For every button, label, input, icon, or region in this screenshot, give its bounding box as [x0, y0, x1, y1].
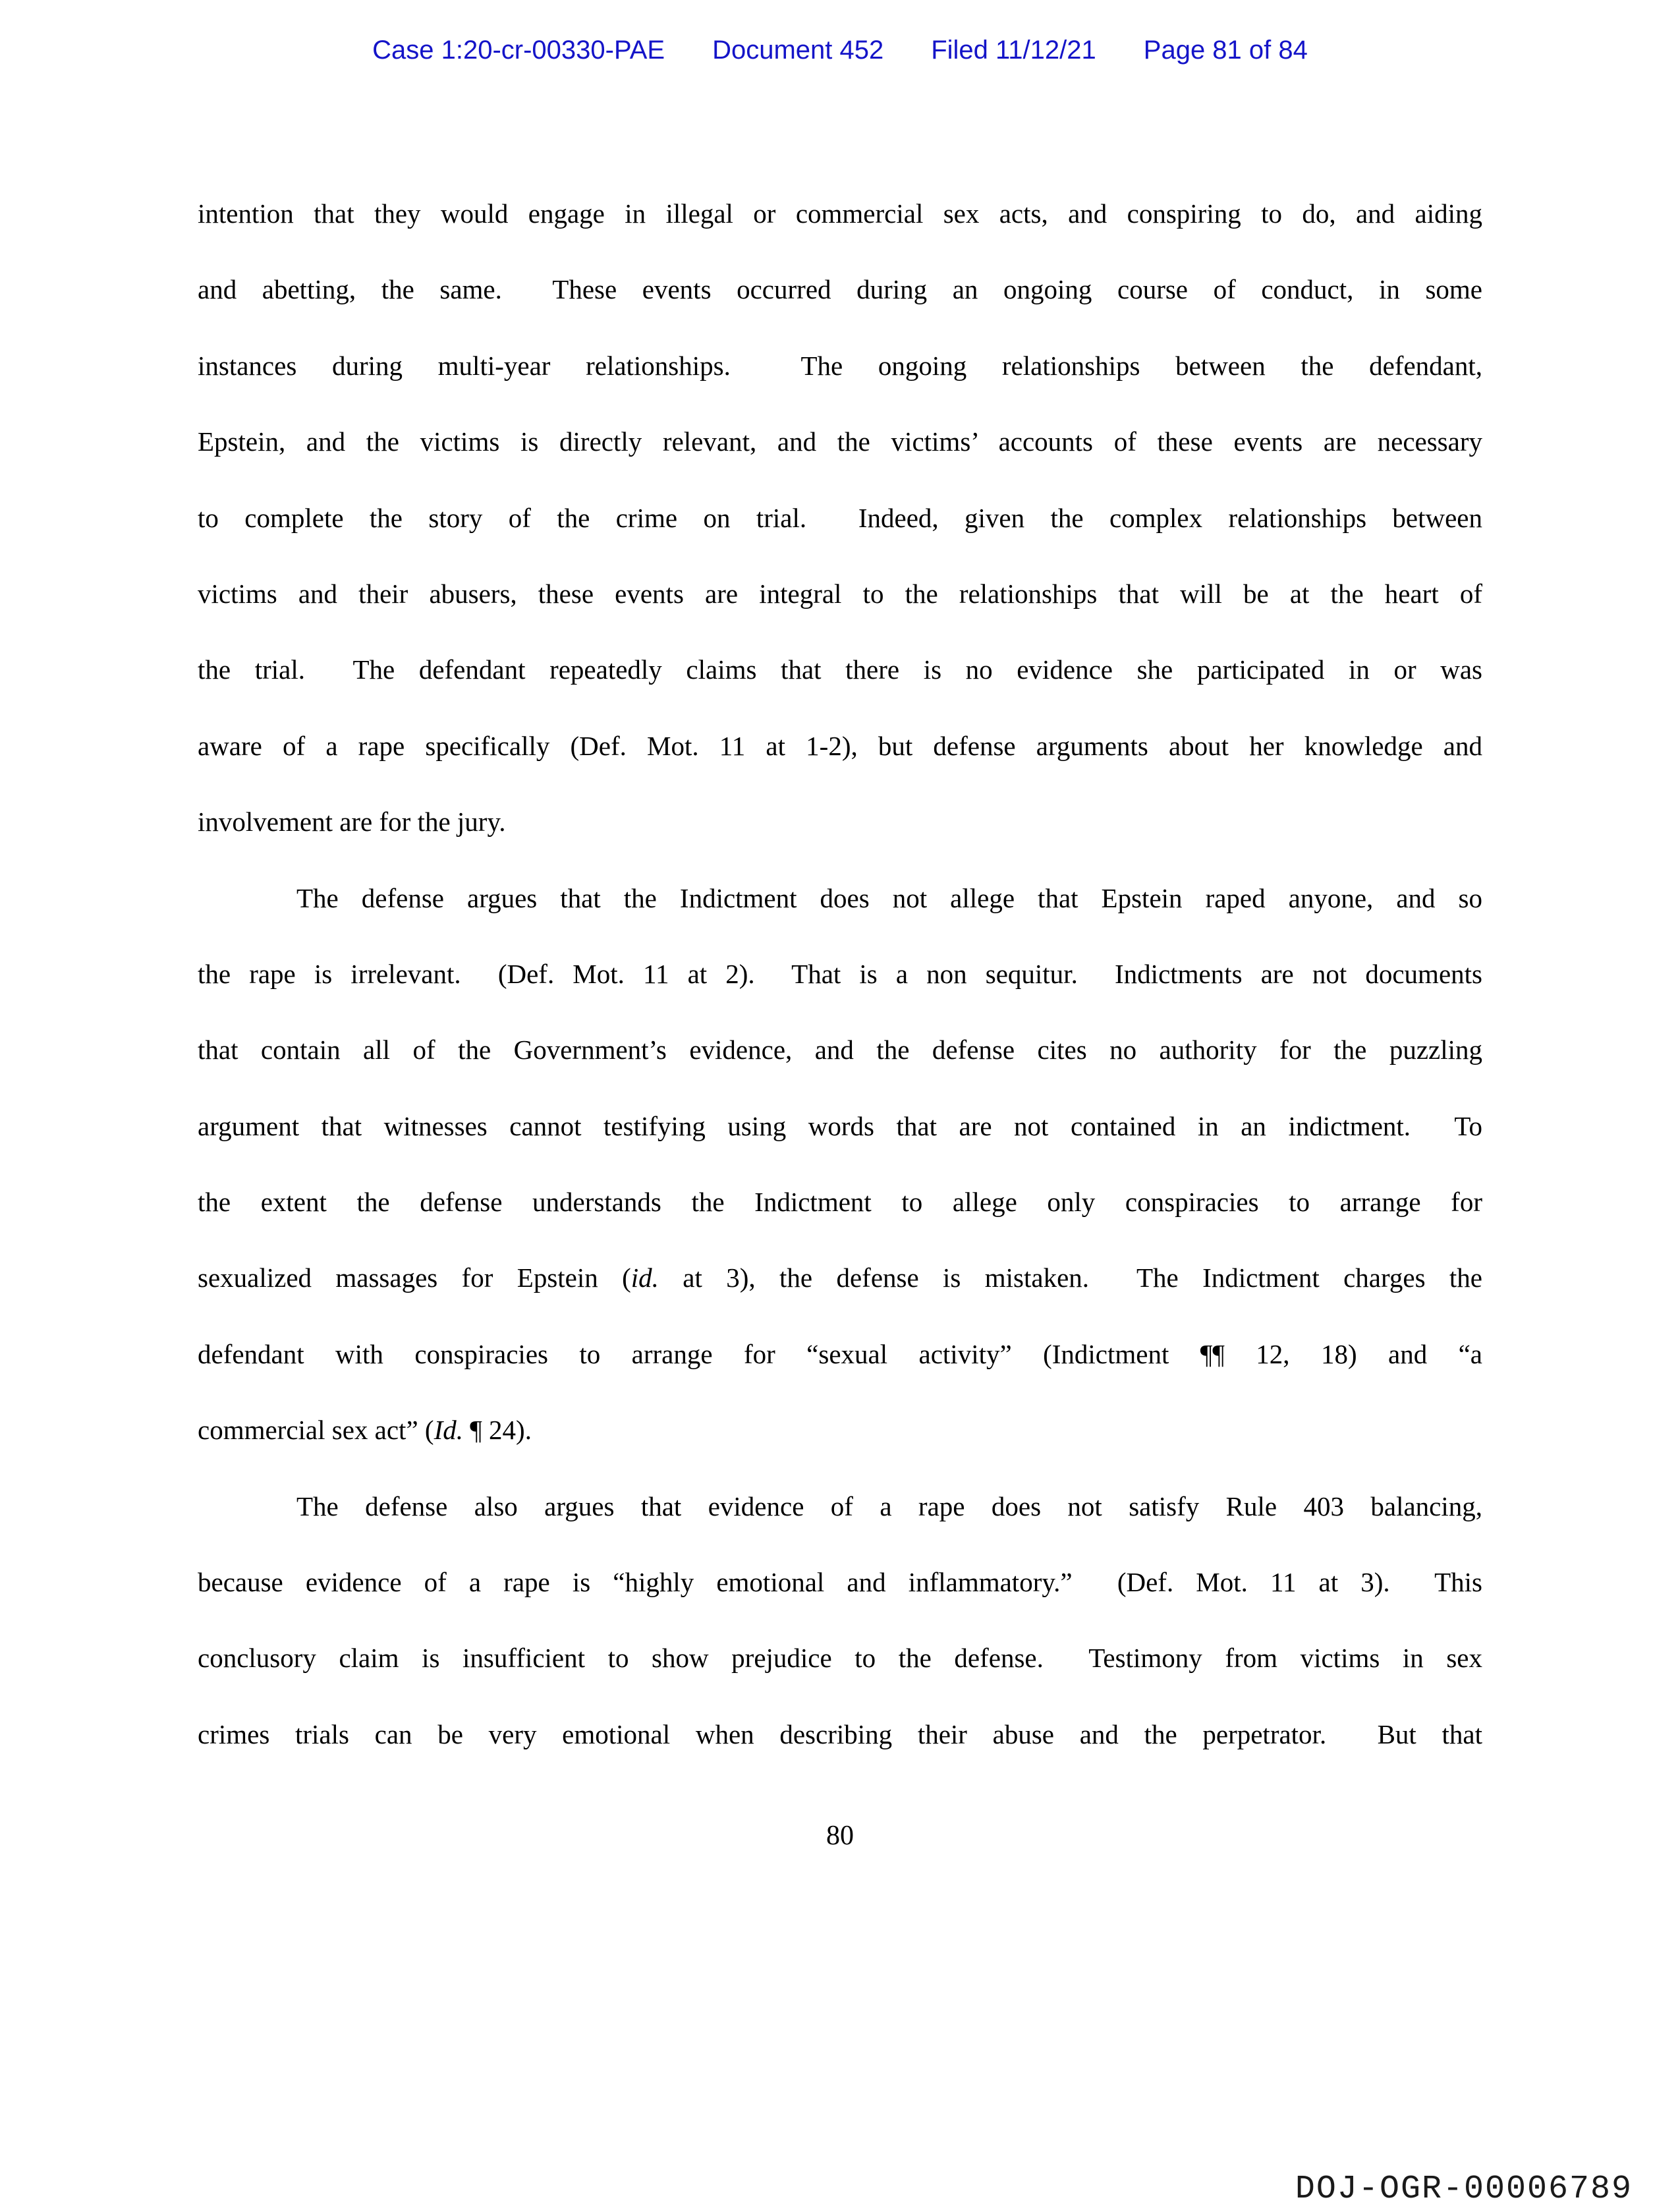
body-line: to complete the story of the crime on trial. Indeed, given the complex relationships between	[198, 502, 1482, 533]
body-line: that contain all of the Government’s evidence, and the defense cites no authority for the puzzling	[198, 1035, 1482, 1065]
body-line: sexualized massages for Epstein (id. at 3), the defense is mistaken. The Indictment charges the	[198, 1262, 1482, 1293]
body-line: conclusory claim is insufficient to show prejudice to the defense. Testimony from victims in sex	[198, 1643, 1482, 1674]
body-line: the trial. The defendant repeatedly claims that there is no evidence she participated in or was	[198, 654, 1482, 685]
page-count-label: Page 81 of 84	[1143, 36, 1308, 65]
document-body	[198, 176, 1482, 1772]
body-line: The defense also argues that evidence of a rape does not satisfy Rule 403 balancing,	[296, 1490, 1482, 1521]
body-line: involvement are for the jury.	[198, 807, 506, 837]
body-line: instances during multi-year relationships. The ongoing relationships between the defendant,	[198, 350, 1482, 381]
body-line: aware of a rape specifically (Def. Mot. 11 at 1-2), but defense arguments about her knowledge and	[198, 730, 1482, 761]
case-header	[0, 34, 1680, 66]
body-line: crimes trials can be very emotional when describing their abuse and the perpetrator. But that	[198, 1718, 1482, 1749]
bates-number: DOJ-OGR-00006789	[1295, 2170, 1633, 2208]
case-number-label: Case 1:20-cr-00330-PAE	[372, 36, 665, 65]
document-number-label: Document 452	[712, 36, 884, 65]
body-line: defendant with conspiracies to arrange for “sexual activity” (Indictment ¶¶ 12, 18) and “a	[198, 1338, 1482, 1369]
body-line: intention that they would engage in illegal or commercial sex acts, and conspiring to do, and aiding	[198, 198, 1482, 229]
body-line: victims and their abusers, these events are integral to the relationships that will be at the heart of	[198, 578, 1482, 609]
body-line: the extent the defense understands the Indictment to allege only conspiracies to arrange for	[198, 1187, 1482, 1218]
body-line: The defense argues that the Indictment does not allege that Epstein raped anyone, and so	[296, 882, 1482, 913]
body-line: and abetting, the same. These events occurred during an ongoing course of conduct, in some	[198, 274, 1482, 305]
body-line: the rape is irrelevant. (Def. Mot. 11 at 2). That is a non sequitur. Indictments are not documents	[198, 958, 1482, 989]
body-line: argument that witnesses cannot testifying using words that are not contained in an indictment. To	[198, 1110, 1482, 1141]
body-line: Epstein, and the victims is directly relevant, and the victims’ accounts of these events are necessary	[198, 426, 1482, 457]
page-number: 80	[826, 1821, 854, 1851]
body-line: because evidence of a rape is “highly emotional and inflammatory.” (Def. Mot. 11 at 3). This	[198, 1567, 1482, 1598]
body-line: commercial sex act” (Id. ¶ 24).	[198, 1415, 532, 1446]
filed-date-label: Filed 11/12/21	[931, 36, 1096, 65]
